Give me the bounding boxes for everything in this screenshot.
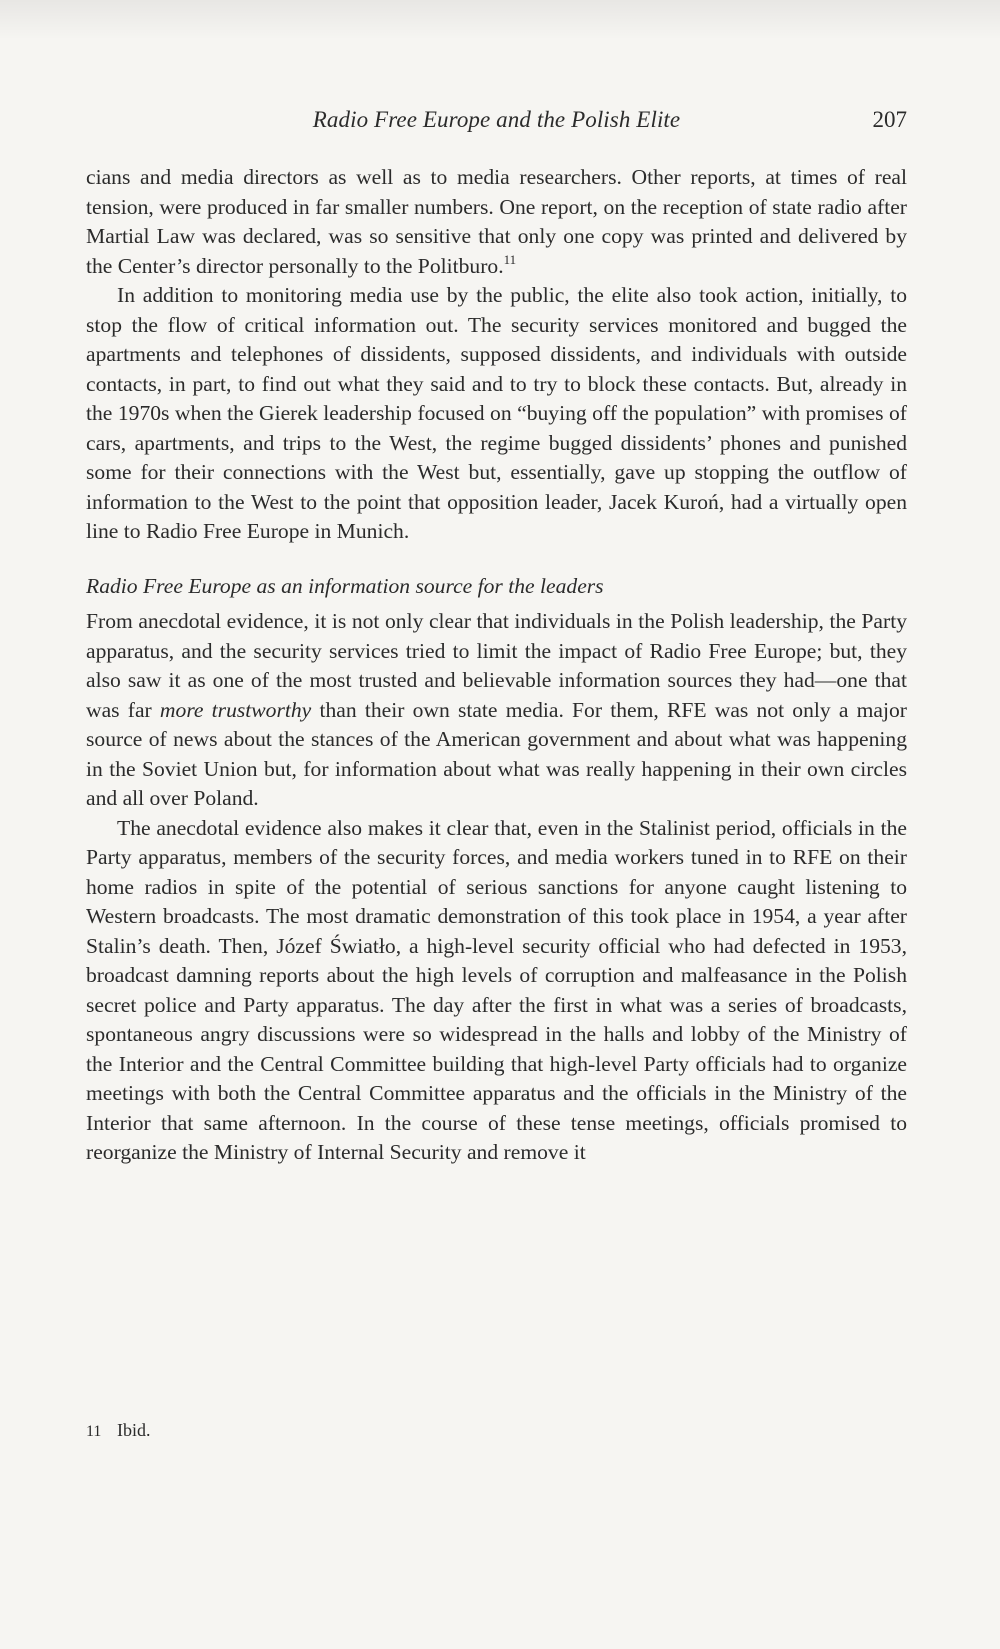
paragraph-3-after: than their own state media. For them, RFE was not only a major source of news about the stances of the American government and about what was happening in the Soviet Union but, for information about what was really happening in their own circles and all over Poland. xyxy=(86,697,908,810)
paragraph-4: The anecdotal evidence also makes it clear that, even in the Stalinist period, officials in the Party apparatus, members of the security forces, and media workers tuned in to RFE on their home radios in spite of the potential of serious sanctions for anyone caught listening to Western broadcasts. The most dramatic demonstration of this took place in 1954, a year after Stalin’s death. Then, Józef Światło, a high-level security official who had defected in 1953, broadcast damning reports about the high levels of corruption and malfeasance in the Polish secret police and Party apparatus. The day after the first in what was a series of broadcasts, spontaneous angry discussions were so widespread in the halls and lobby of the Ministry of the Interior and the Central Committee building that high-level Party officials had to organize meetings with both the Central Committee apparatus and the officials in the Ministry of the Interior that same afternoon. In the course of these tense meetings, officials promised to reorganize the Ministry of Internal Security and remove it xyxy=(86,815,907,1164)
paragraph-1 xyxy=(86,163,907,281)
footnote xyxy=(86,1418,907,1444)
paragraph-3-italic: more trustworthy xyxy=(159,697,312,722)
section-heading: Radio Free Europe as an information source for the leaders xyxy=(86,573,604,598)
paragraph-1-text: cians and media directors as well as to media researchers. Other reports, at times of real tension, were produced in far smaller numbers. One report, on the reception of state radio after Martial Law was declared, was so sensitive that only one copy was printed and delivered by the Center’s director personally to the Politburo. xyxy=(86,165,907,278)
paragraph-3-before: From anecdotal evidence, it is not only clear that individuals in the Polish leadership, the Party apparatus, and the security services tried to limit the impact of Radio Free Europe; but, they also saw it as one of the most trusted and believable information sources they had—one that was far xyxy=(86,609,907,722)
footnote-text: Ibid. xyxy=(117,1420,151,1440)
page-number: 207 xyxy=(872,107,907,132)
footnote-ref: 11 xyxy=(503,251,517,267)
running-title: Radio Free Europe and the Polish Elite xyxy=(312,107,681,132)
footnote-number: 11 xyxy=(86,1423,102,1440)
scan-shadow xyxy=(0,0,1000,40)
paragraph-3 xyxy=(86,607,907,814)
running-header xyxy=(86,104,907,140)
paragraph-2: In addition to monitoring media use by the public, the elite also took action, initially, to stop the flow of critical information out. The security services monitored and bugged the apartments and telephones of dissidents, supposed dissidents, and individuals with outside contacts, in part, to find out what they said and to try to block these contacts. But, already in the 1970s when the Gierek leadership focused on “buying off the population” with promises of cars, apartments, and trips to the West, the regime bugged dissidents’ phones and punished some for their connections with the West but, essentially, gave up stopping the outflow of information to the West to the point that opposition leader, Jacek Kuroń, had a virtually open line to Radio Free Europe in Munich. xyxy=(86,283,907,543)
body-text xyxy=(86,163,907,1168)
